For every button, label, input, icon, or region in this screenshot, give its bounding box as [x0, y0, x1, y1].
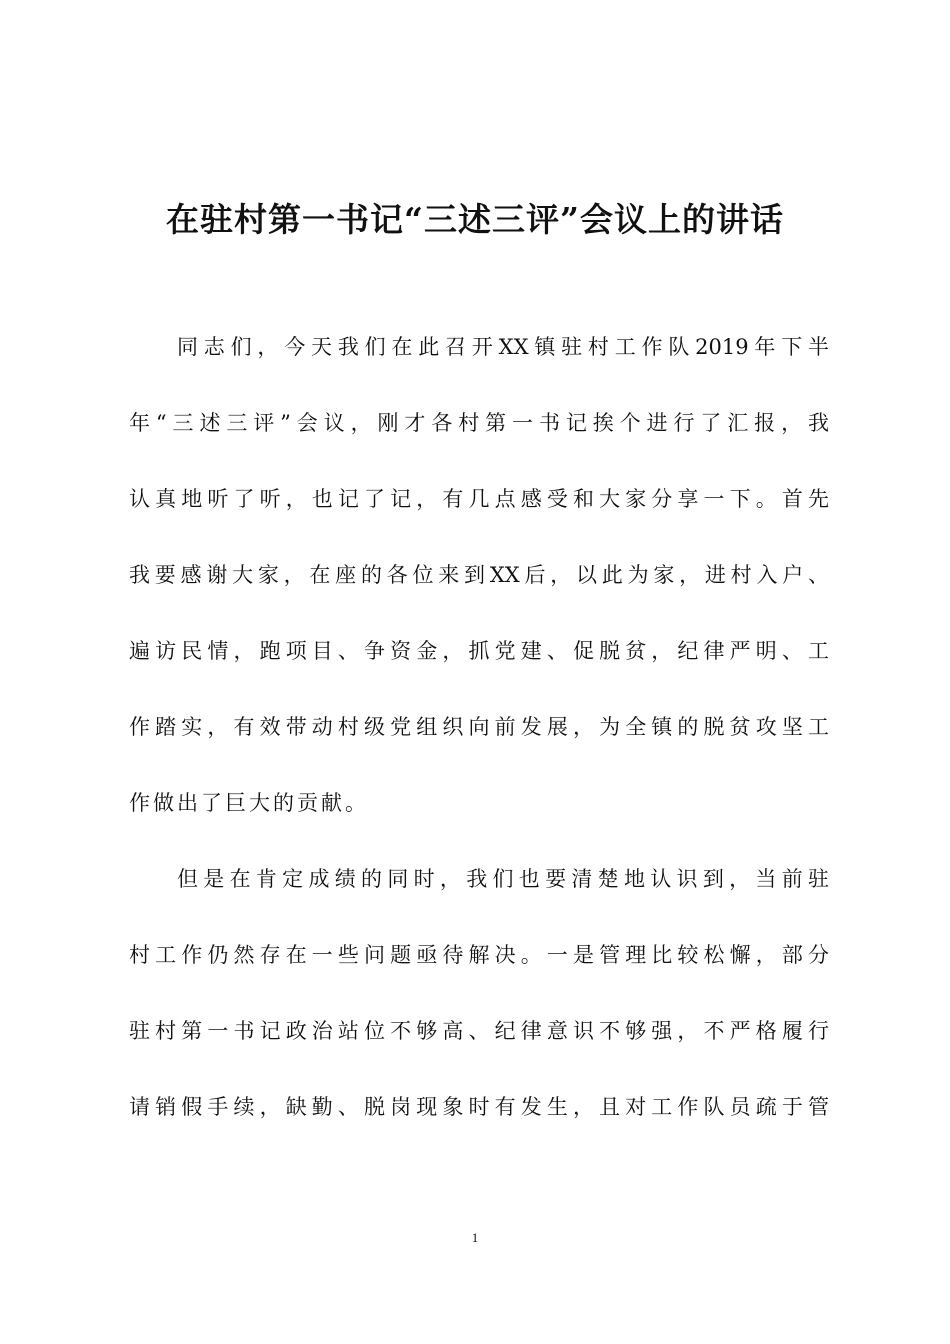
- paragraph-2-line-4: 请销假手续，缺勤、脱岗现象时有发生，且对工作队员疏于管: [129, 1095, 829, 1119]
- paragraph-1-line-4: 我要感谢大家，在座的各位来到XX后，以此为家，进村入户、: [129, 563, 829, 587]
- paragraph-1-line-2: 年“三述三评”会议，刚才各村第一书记挨个进行了汇报，我: [129, 411, 829, 435]
- paragraph-1-line-3: 认真地听了听，也记了记，有几点感受和大家分享一下。首先: [129, 487, 829, 511]
- paragraph-1-line-1: 同志们，今天我们在此召开XX镇驻村工作队2019年下半: [177, 335, 829, 359]
- paragraph-1-line-5: 遍访民情，跑项目、争资金，抓党建、促脱贫，纪律严明、工: [129, 639, 829, 663]
- paragraph-2-line-1: 但是在肯定成绩的同时，我们也要清楚地认识到，当前驻: [177, 867, 829, 891]
- paragraph-2-line-2: 村工作仍然存在一些问题亟待解决。一是管理比较松懈，部分: [129, 943, 829, 967]
- document-title: 在驻村第一书记“三述三评”会议上的讲话: [166, 200, 784, 239]
- page-number: 1: [471, 1230, 479, 1245]
- paragraph-1-line-6: 作踏实，有效带动村级党组织向前发展，为全镇的脱贫攻坚工: [129, 715, 829, 739]
- paragraph-2-line-3: 驻村第一书记政治站位不够高、纪律意识不够强，不严格履行: [129, 1019, 829, 1043]
- document-body: [129, 322, 829, 1158]
- paragraph-1-line-7: 作做出了巨大的贡献。: [129, 791, 369, 815]
